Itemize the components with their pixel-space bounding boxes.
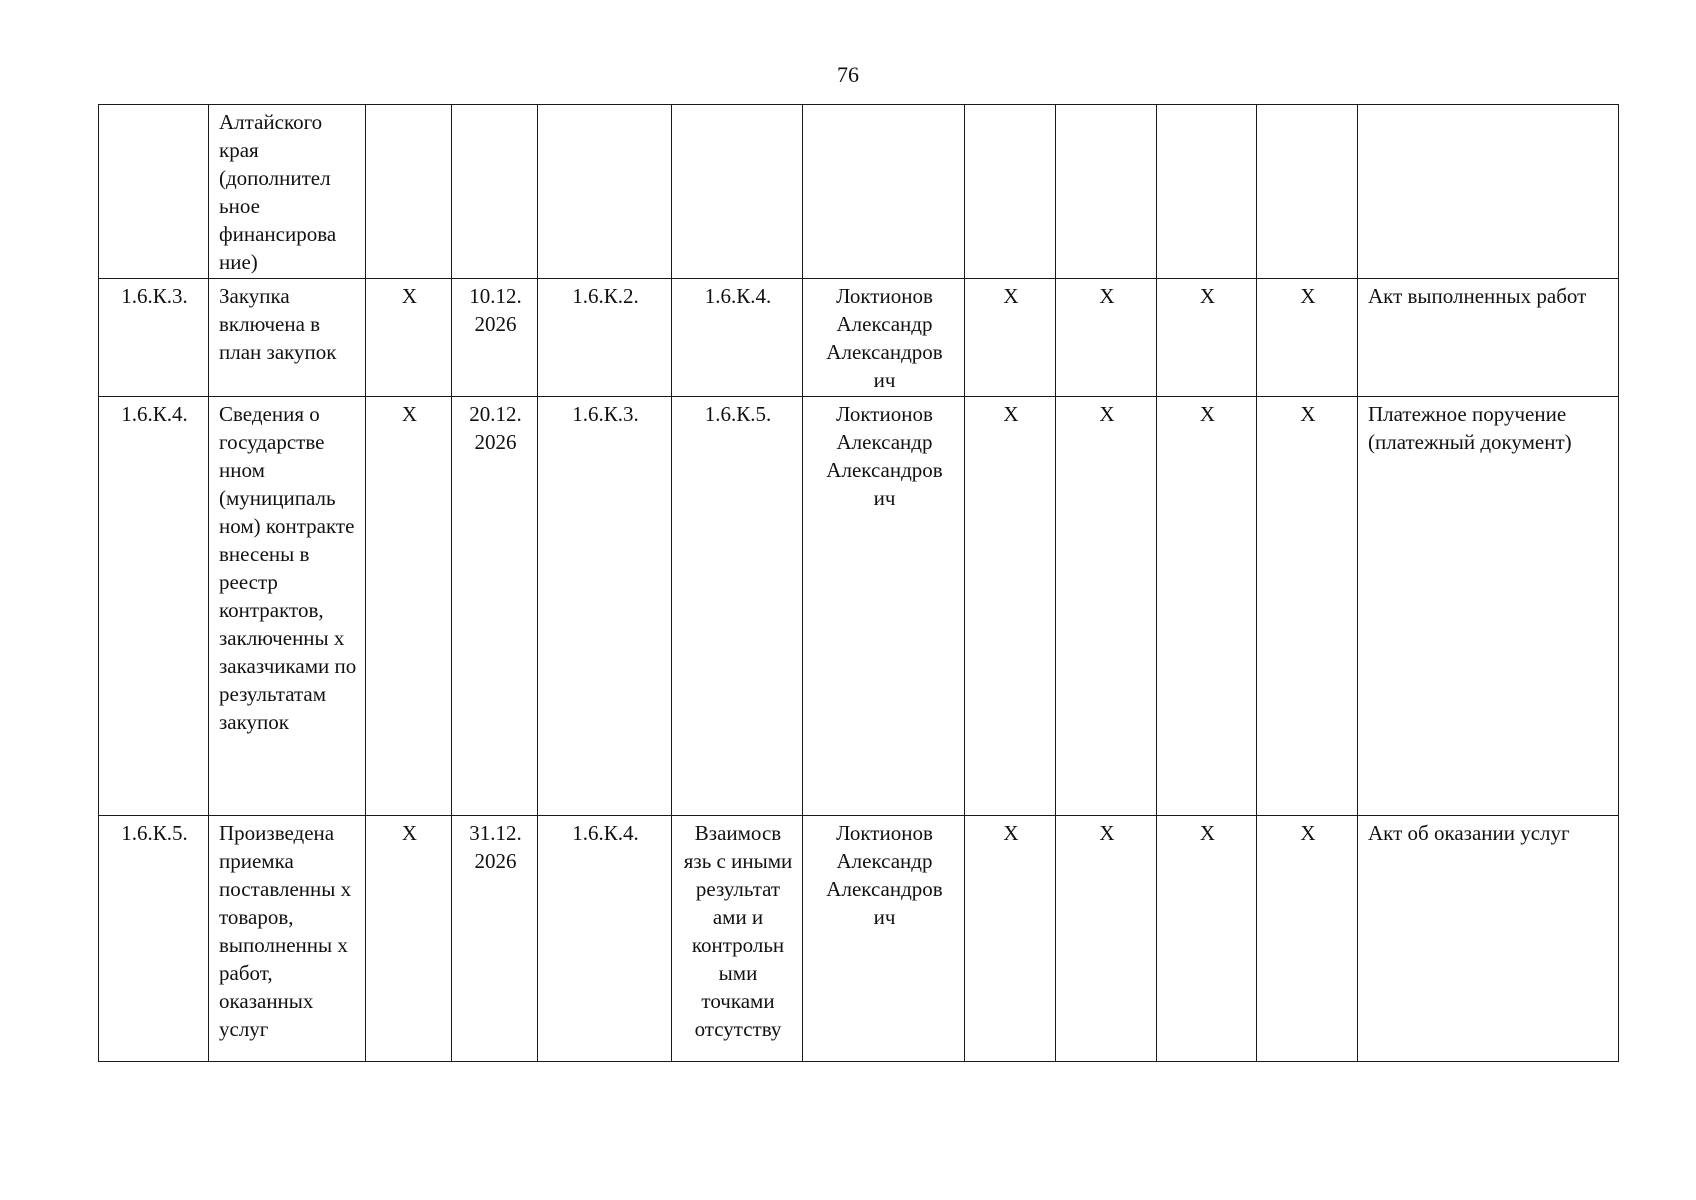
- cell-responsible: Локтионов Александр Александров ич: [803, 816, 965, 1062]
- cell-responsible: Локтионов Александр Александров ич: [803, 397, 965, 816]
- cell-date: 10.12. 2026: [452, 279, 538, 397]
- cell-document: Акт выполненных работ: [1358, 279, 1619, 397]
- cell-date: 31.12. 2026: [452, 816, 538, 1062]
- table-row: [99, 397, 1619, 816]
- cell-document: [1358, 105, 1619, 279]
- cell-x: X: [1257, 397, 1358, 816]
- cell-x: [1257, 105, 1358, 279]
- cell-successor: Взаимосв язь с иными результат ами и контрольн ыми точками отсутству: [672, 816, 803, 1062]
- cell-x: [965, 105, 1056, 279]
- cell-responsible: [803, 105, 965, 279]
- cell-name: Закупка включена в план закупок: [209, 279, 366, 397]
- cell-x: X: [1157, 397, 1257, 816]
- cell-x: X: [965, 279, 1056, 397]
- cell-successor: 1.6.К.4.: [672, 279, 803, 397]
- cell-date: [452, 105, 538, 279]
- cell-predecessor: 1.6.К.4.: [538, 816, 672, 1062]
- cell-successor: 1.6.К.5.: [672, 397, 803, 816]
- cell-mark: X: [366, 397, 452, 816]
- cell-document: Платежное поручение (платежный документ): [1358, 397, 1619, 816]
- cell-x: [1157, 105, 1257, 279]
- cell-successor: [672, 105, 803, 279]
- table-row: [99, 816, 1619, 1062]
- cell-x: X: [1257, 279, 1358, 397]
- cell-number: 1.6.К.3.: [99, 279, 209, 397]
- cell-number: 1.6.К.5.: [99, 816, 209, 1062]
- cell-predecessor: [538, 105, 672, 279]
- cell-predecessor: 1.6.К.2.: [538, 279, 672, 397]
- cell-predecessor: 1.6.К.3.: [538, 397, 672, 816]
- cell-mark: [366, 105, 452, 279]
- cell-x: X: [1056, 397, 1157, 816]
- table-row: [99, 279, 1619, 397]
- cell-mark: X: [366, 279, 452, 397]
- cell-x: X: [1056, 816, 1157, 1062]
- cell-x: X: [1157, 816, 1257, 1062]
- plan-table: [98, 104, 1619, 1062]
- cell-x: X: [1056, 279, 1157, 397]
- cell-name: Алтайского края (дополнител ьное финансирова ние): [209, 105, 366, 279]
- table-row: [99, 105, 1619, 279]
- cell-document: Акт об оказании услуг: [1358, 816, 1619, 1062]
- cell-x: X: [1257, 816, 1358, 1062]
- cell-mark: X: [366, 816, 452, 1062]
- cell-number: [99, 105, 209, 279]
- cell-x: X: [965, 397, 1056, 816]
- page-number: 76: [837, 62, 859, 87]
- cell-x: [1056, 105, 1157, 279]
- cell-x: X: [965, 816, 1056, 1062]
- cell-number: 1.6.К.4.: [99, 397, 209, 816]
- cell-x: X: [1157, 279, 1257, 397]
- cell-name: Произведена приемка поставленны х товаров, выполненны х работ, оказанных услуг: [209, 816, 366, 1062]
- cell-name: Сведения о государстве нном (муниципаль ном) контракте внесены в реестр контрактов, заключенны х заказчиками по результатам закупок: [209, 397, 366, 816]
- cell-date: 20.12. 2026: [452, 397, 538, 816]
- cell-responsible: Локтионов Александр Александров ич: [803, 279, 965, 397]
